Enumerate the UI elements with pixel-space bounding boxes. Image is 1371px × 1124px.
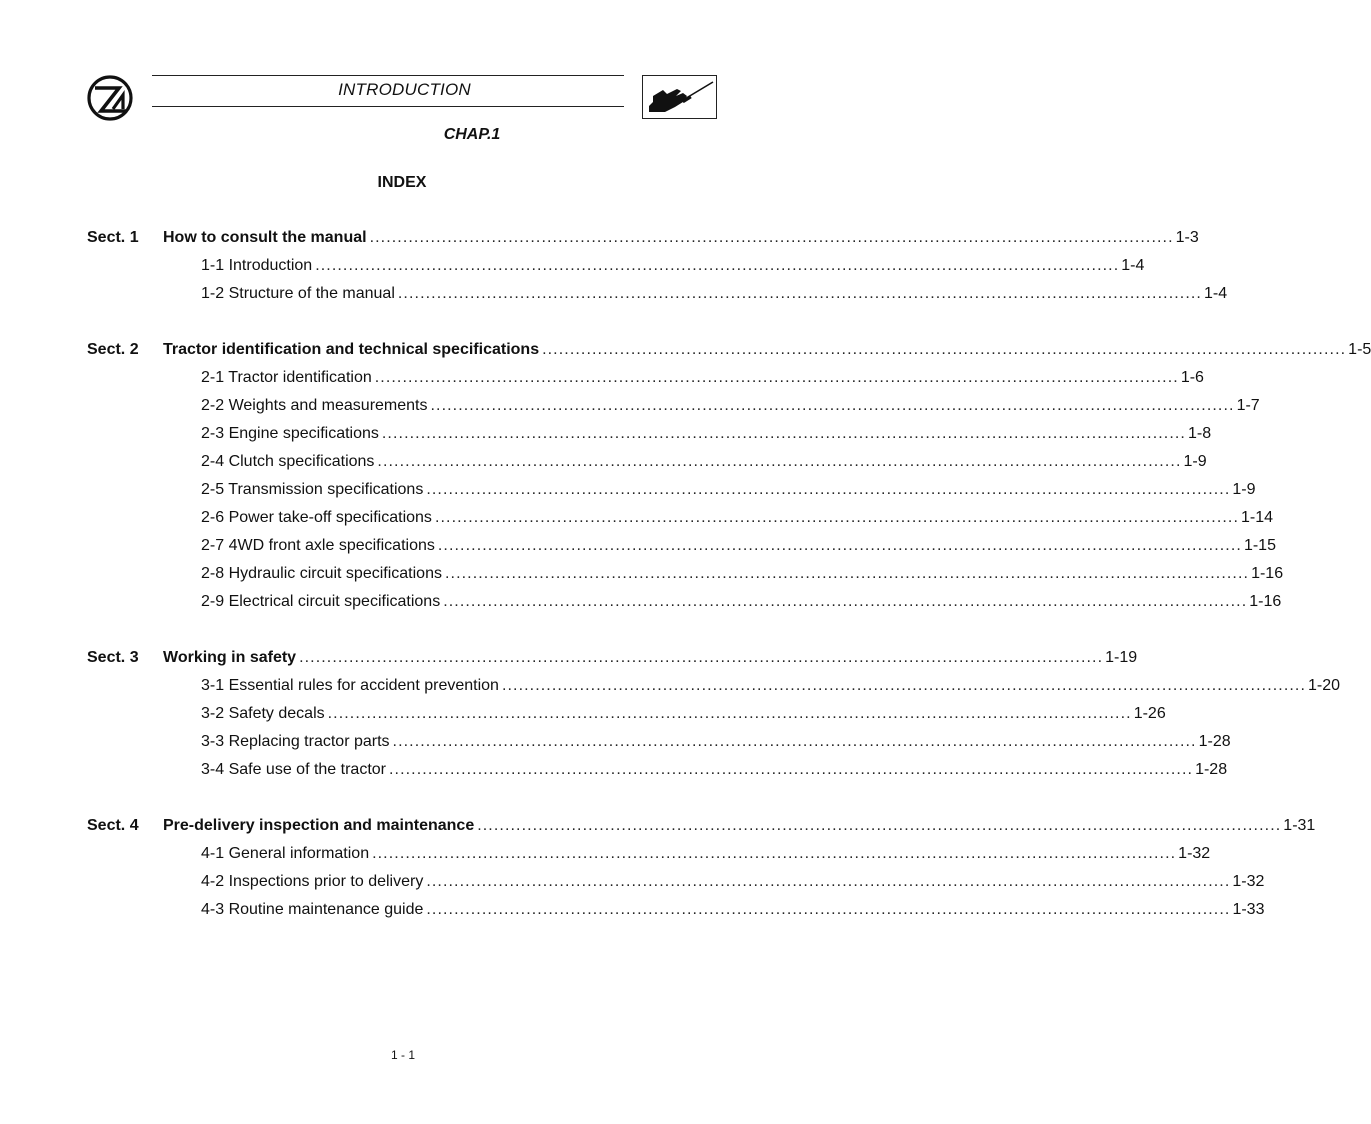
dot-leader: .................................................................................................................................................	[374, 369, 1179, 386]
dot-leader: .................................................................................................................................................	[372, 845, 1177, 862]
page-number: 1-32	[1232, 873, 1265, 890]
item-title: 3-1 Essential rules for accident prevention	[201, 677, 499, 694]
dot-leader: .................................................................................................................................................	[377, 453, 1182, 470]
dot-leader: .................................................................................................................................................	[381, 425, 1186, 442]
page-number: 1-31	[1283, 817, 1316, 834]
header-title: INTRODUCTION	[338, 80, 471, 99]
item-title: 2-8 Hydraulic circuit specifications	[201, 565, 442, 582]
section-label: Sect. 3	[87, 649, 139, 666]
toc-item[interactable]	[201, 452, 1207, 472]
page-number: 1-7	[1236, 397, 1260, 414]
dot-leader: .................................................................................................................................................	[426, 481, 1231, 498]
dot-leader: .................................................................................................................................................	[477, 817, 1282, 834]
item-title: 2-6 Power take-off specifications	[201, 509, 432, 526]
dot-leader: .................................................................................................................................................	[315, 257, 1120, 274]
item-title: 4-2 Inspections prior to delivery	[201, 873, 424, 890]
toc-item[interactable]	[201, 704, 1166, 724]
section-title: Pre-delivery inspection and maintenance	[163, 817, 475, 834]
toc-item[interactable]	[201, 396, 1260, 416]
toc-item[interactable]	[201, 592, 1282, 612]
page-number: 1-16	[1249, 593, 1282, 610]
page-number: 1-4	[1203, 285, 1228, 302]
page-number: 1-8	[1187, 425, 1212, 442]
toc-section-1[interactable]	[87, 228, 1199, 248]
index-title: INDEX	[377, 174, 427, 191]
dot-leader: .................................................................................................................................................	[434, 509, 1240, 526]
page-number: 1-3	[1175, 229, 1199, 246]
toc-item[interactable]	[201, 872, 1265, 892]
item-title: 1-1 Introduction	[201, 257, 313, 274]
page-number: 1-33	[1232, 901, 1265, 918]
item-title: 4-3 Routine maintenance guide	[201, 901, 424, 918]
dot-leader: .................................................................................................................................................	[542, 341, 1347, 358]
item-title: 4-1 General information	[201, 845, 370, 862]
brand-logo-icon	[86, 74, 134, 122]
dot-leader: .................................................................................................................................................	[327, 705, 1132, 722]
page-number: 1-5	[1348, 341, 1371, 358]
page-number: 1-32	[1178, 845, 1211, 862]
dot-leader: .................................................................................................................................................	[426, 873, 1231, 890]
page-number: 1-9	[1183, 453, 1207, 470]
page-number: 1-15	[1243, 537, 1276, 554]
header-rule-bottom	[152, 106, 624, 107]
toc-section-4[interactable]	[87, 816, 1316, 836]
page-number: 1-6	[1180, 369, 1204, 386]
page-number: 1-26	[1133, 705, 1166, 722]
item-title: 2-3 Engine specifications	[201, 425, 379, 442]
pointing-hand-icon	[642, 75, 717, 119]
toc-item[interactable]	[201, 368, 1204, 388]
header-rule-top	[152, 75, 624, 76]
section-label: Sect. 2	[87, 341, 139, 358]
section-title: Tractor identification and technical specifications	[163, 341, 540, 358]
toc-item[interactable]	[201, 536, 1276, 556]
dot-leader: .................................................................................................................................................	[389, 761, 1194, 778]
section-title: How to consult the manual	[163, 229, 367, 246]
toc-item[interactable]	[201, 256, 1145, 276]
toc-section-2[interactable]	[87, 340, 1371, 360]
toc-item[interactable]	[201, 424, 1212, 444]
page-number: 1-4	[1121, 257, 1145, 274]
chapter-label: CHAP.1	[443, 126, 501, 143]
page-number: 1-14	[1241, 509, 1274, 526]
toc-item[interactable]	[201, 508, 1274, 528]
section-title: Working in safety	[163, 649, 297, 666]
item-title: 2-1 Tractor identification	[201, 369, 372, 386]
item-title: 3-4 Safe use of the tractor	[201, 761, 386, 778]
page-number: 1-16	[1251, 565, 1284, 582]
dot-leader: .................................................................................................................................................	[299, 649, 1104, 666]
toc-item[interactable]	[201, 480, 1256, 500]
dot-leader: .................................................................................................................................................	[369, 229, 1174, 246]
dot-leader: .................................................................................................................................................	[430, 397, 1235, 414]
dot-leader: .................................................................................................................................................	[437, 537, 1242, 554]
item-title: 3-2 Safety decals	[201, 705, 325, 722]
item-title: 2-4 Clutch specifications	[201, 453, 375, 470]
page-number: 1-20	[1308, 677, 1341, 694]
toc-section-3[interactable]	[87, 648, 1138, 668]
section-label: Sect. 1	[87, 229, 139, 246]
page-number: 1-28	[1198, 733, 1231, 750]
toc-item[interactable]	[201, 760, 1228, 780]
item-title: 1-2 Structure of the manual	[201, 285, 395, 302]
item-title: 3-3 Replacing tractor parts	[201, 733, 390, 750]
dot-leader: .................................................................................................................................................	[397, 285, 1202, 302]
page-number: 1-19	[1105, 649, 1138, 666]
page-number: 1-9	[1232, 481, 1256, 498]
page-number: 1-28	[1195, 761, 1228, 778]
toc-item[interactable]	[201, 732, 1231, 752]
toc-item[interactable]	[201, 676, 1341, 696]
toc-item[interactable]	[201, 900, 1265, 920]
toc-item[interactable]	[201, 284, 1228, 304]
section-label: Sect. 4	[87, 817, 139, 834]
toc-item[interactable]	[201, 844, 1211, 864]
dot-leader: .................................................................................................................................................	[444, 565, 1250, 582]
dot-leader: .................................................................................................................................................	[443, 593, 1248, 610]
footer-page-number: 1 - 1	[390, 1048, 415, 1062]
item-title: 2-7 4WD front axle specifications	[201, 537, 435, 554]
item-title: 2-9 Electrical circuit specifications	[201, 593, 441, 610]
dot-leader: .................................................................................................................................................	[392, 733, 1197, 750]
toc-item[interactable]	[201, 564, 1284, 584]
dot-leader: .................................................................................................................................................	[501, 677, 1307, 694]
item-title: 2-2 Weights and measurements	[201, 397, 428, 414]
dot-leader: .................................................................................................................................................	[426, 901, 1231, 918]
item-title: 2-5 Transmission specifications	[201, 481, 424, 498]
